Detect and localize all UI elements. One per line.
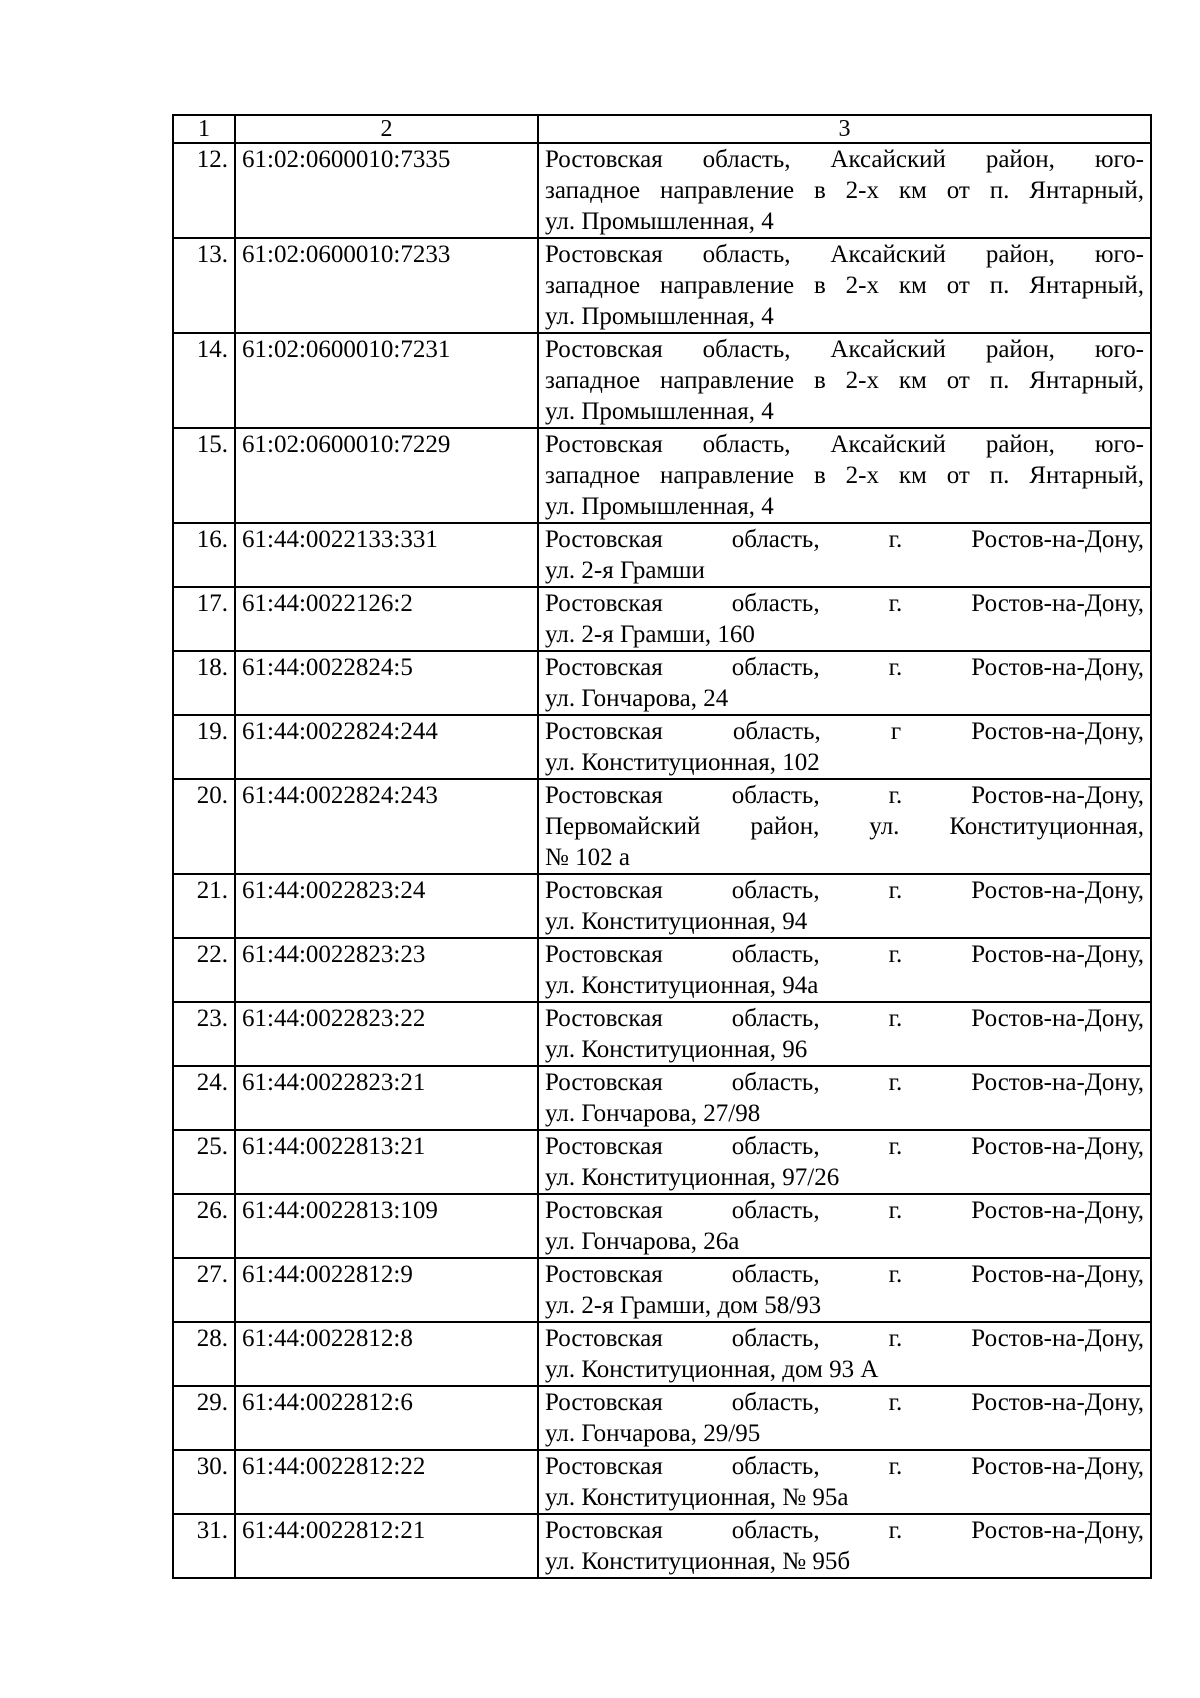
address-line: Ростовская область, Аксайский район, юго- <box>545 431 1144 458</box>
row-number-cell: 19. <box>173 715 235 779</box>
address-line: ул. Промышленная, 4 <box>545 303 774 330</box>
address-line: ул. Конституционная, № 95б <box>545 1548 851 1575</box>
row-number-cell: 23. <box>173 1002 235 1066</box>
address-line: ул. Конституционная, дом 93 А <box>545 1356 879 1383</box>
address-line: ул. Конституционная, № 95а <box>545 1484 849 1511</box>
address-cell <box>538 651 1151 715</box>
cadastral-number-cell: 61:44:0022812:6 <box>235 1386 538 1450</box>
address-line: ул. Гончарова, 29/95 <box>545 1420 761 1447</box>
address-line: ул. Промышленная, 4 <box>545 398 774 425</box>
address-line: Ростовская область, г. Ростов-на-Дону, <box>545 1005 1144 1032</box>
table-row <box>173 238 1151 333</box>
row-number-cell: 28. <box>173 1322 235 1386</box>
address-line: западное направление в 2-х км от п. Янтарный, <box>545 272 1144 299</box>
cadastral-number-cell: 61:44:0022813:109 <box>235 1194 538 1258</box>
table-row <box>173 1002 1151 1066</box>
row-number-cell: 17. <box>173 587 235 651</box>
table-row <box>173 1514 1151 1578</box>
address-line: западное направление в 2-х км от п. Янтарный, <box>545 367 1144 394</box>
cadastral-number-cell: 61:44:0022133:331 <box>235 523 538 587</box>
address-line: ул. 2-я Грамши <box>545 557 705 584</box>
row-number-cell: 20. <box>173 779 235 874</box>
address-line: ул. Гончарова, 24 <box>545 685 729 712</box>
address-cell <box>538 143 1151 238</box>
row-number-cell: 13. <box>173 238 235 333</box>
table-row <box>173 715 1151 779</box>
row-number-cell: 24. <box>173 1066 235 1130</box>
address-line: западное направление в 2-х км от п. Янтарный, <box>545 462 1144 489</box>
row-number-cell: 16. <box>173 523 235 587</box>
address-cell <box>538 779 1151 874</box>
address-line: ул. Конституционная, 97/26 <box>545 1164 840 1191</box>
address-cell <box>538 1322 1151 1386</box>
cadastral-table <box>172 114 1152 1579</box>
address-line: ул. Промышленная, 4 <box>545 208 774 235</box>
table-row <box>173 1258 1151 1322</box>
table-row <box>173 1322 1151 1386</box>
address-cell <box>538 1450 1151 1514</box>
address-line: ул. Конституционная, 102 <box>545 749 820 776</box>
address-cell <box>538 428 1151 523</box>
row-number-cell: 22. <box>173 938 235 1002</box>
table-row <box>173 1194 1151 1258</box>
address-cell <box>538 715 1151 779</box>
cadastral-number-cell: 61:44:0022126:2 <box>235 587 538 651</box>
table-body <box>173 115 1151 1578</box>
cadastral-number-cell: 61:02:0600010:7335 <box>235 143 538 238</box>
cadastral-number-cell: 61:44:0022824:243 <box>235 779 538 874</box>
row-number-cell: 18. <box>173 651 235 715</box>
address-line: ул. 2-я Грамши, дом 58/93 <box>545 1292 822 1319</box>
address-line: Ростовская область, г. Ростов-на-Дону, <box>545 1389 1144 1416</box>
address-line: Ростовская область, г. Ростов-на-Дону, <box>545 654 1144 681</box>
address-line: Ростовская область, г. Ростов-на-Дону, <box>545 590 1144 617</box>
row-number-cell: 29. <box>173 1386 235 1450</box>
address-line: Ростовская область, г. Ростов-на-Дону, <box>545 1133 1144 1160</box>
row-number-cell: 12. <box>173 143 235 238</box>
address-line: № 102 а <box>545 844 630 871</box>
address-cell <box>538 1194 1151 1258</box>
row-number-cell: 26. <box>173 1194 235 1258</box>
row-number-cell: 25. <box>173 1130 235 1194</box>
table-row <box>173 1066 1151 1130</box>
address-line: Ростовская область, г. Ростов-на-Дону, <box>545 526 1144 553</box>
cadastral-number-cell: 61:44:0022824:5 <box>235 651 538 715</box>
table-row <box>173 428 1151 523</box>
table-row <box>173 1386 1151 1450</box>
address-line: Ростовская область, Аксайский район, юго- <box>545 336 1144 363</box>
table-row <box>173 779 1151 874</box>
address-line: Ростовская область, Аксайский район, юго- <box>545 146 1144 173</box>
table-row <box>173 651 1151 715</box>
address-line: ул. Конституционная, 96 <box>545 1036 808 1063</box>
row-number-cell: 31. <box>173 1514 235 1578</box>
cadastral-number-cell: 61:44:0022823:24 <box>235 874 538 938</box>
table-header-row <box>173 115 1151 143</box>
address-cell <box>538 333 1151 428</box>
address-cell <box>538 587 1151 651</box>
address-line: Ростовская область, г. Ростов-на-Дону, <box>545 877 1144 904</box>
address-line: Ростовская область, г. Ростов-на-Дону, <box>545 1453 1144 1480</box>
table-row <box>173 333 1151 428</box>
header-cell-number: 1 <box>173 115 235 143</box>
cadastral-number-cell: 61:44:0022824:244 <box>235 715 538 779</box>
address-line: ул. Гончарова, 27/98 <box>545 1100 761 1127</box>
cadastral-number-cell: 61:02:0600010:7229 <box>235 428 538 523</box>
row-number-cell: 30. <box>173 1450 235 1514</box>
row-number-cell: 27. <box>173 1258 235 1322</box>
address-line: Ростовская область, г. Ростов-на-Дону, <box>545 782 1144 809</box>
address-cell <box>538 1386 1151 1450</box>
table-row <box>173 523 1151 587</box>
cadastral-number-cell: 61:44:0022812:21 <box>235 1514 538 1578</box>
address-line: ул. Промышленная, 4 <box>545 493 774 520</box>
address-cell <box>538 1258 1151 1322</box>
cadastral-number-cell: 61:44:0022823:22 <box>235 1002 538 1066</box>
address-line: ул. Конституционная, 94а <box>545 972 819 999</box>
row-number-cell: 14. <box>173 333 235 428</box>
address-line: Ростовская область, г. Ростов-на-Дону, <box>545 1069 1144 1096</box>
address-line: Ростовская область, г. Ростов-на-Дону, <box>545 941 1144 968</box>
address-line: ул. Конституционная, 94 <box>545 908 808 935</box>
header-cell-address: 3 <box>538 115 1151 143</box>
table-row <box>173 143 1151 238</box>
cadastral-number-cell: 61:44:0022813:21 <box>235 1130 538 1194</box>
address-line: Ростовская область, г. Ростов-на-Дону, <box>545 1325 1144 1352</box>
address-cell <box>538 238 1151 333</box>
address-cell <box>538 523 1151 587</box>
table-row <box>173 874 1151 938</box>
table-row <box>173 1130 1151 1194</box>
cadastral-number-cell: 61:44:0022823:23 <box>235 938 538 1002</box>
row-number-cell: 21. <box>173 874 235 938</box>
cadastral-number-cell: 61:02:0600010:7233 <box>235 238 538 333</box>
cadastral-number-cell: 61:44:0022823:21 <box>235 1066 538 1130</box>
cadastral-number-cell: 61:44:0022812:9 <box>235 1258 538 1322</box>
table-row <box>173 587 1151 651</box>
address-line: Первомайский район, ул. Конституционная, <box>545 813 1144 840</box>
address-line: западное направление в 2-х км от п. Янтарный, <box>545 177 1144 204</box>
row-number-cell: 15. <box>173 428 235 523</box>
header-cell-cadastral: 2 <box>235 115 538 143</box>
table-row <box>173 1450 1151 1514</box>
cadastral-number-cell: 61:44:0022812:22 <box>235 1450 538 1514</box>
address-line: ул. Гончарова, 26а <box>545 1228 740 1255</box>
address-line: Ростовская область, г. Ростов-на-Дону, <box>545 1517 1144 1544</box>
address-cell <box>538 1130 1151 1194</box>
address-cell <box>538 938 1151 1002</box>
cadastral-number-cell: 61:02:0600010:7231 <box>235 333 538 428</box>
table-row <box>173 938 1151 1002</box>
address-line: Ростовская область, г. Ростов-на-Дону, <box>545 1261 1144 1288</box>
address-cell <box>538 1066 1151 1130</box>
address-cell <box>538 1514 1151 1578</box>
address-cell <box>538 874 1151 938</box>
address-line: ул. 2-я Грамши, 160 <box>545 621 755 648</box>
address-line: Ростовская область, г Ростов-на-Дону, <box>545 718 1144 745</box>
address-line: Ростовская область, Аксайский район, юго- <box>545 241 1144 268</box>
cadastral-number-cell: 61:44:0022812:8 <box>235 1322 538 1386</box>
address-cell <box>538 1002 1151 1066</box>
address-line: Ростовская область, г. Ростов-на-Дону, <box>545 1197 1144 1224</box>
